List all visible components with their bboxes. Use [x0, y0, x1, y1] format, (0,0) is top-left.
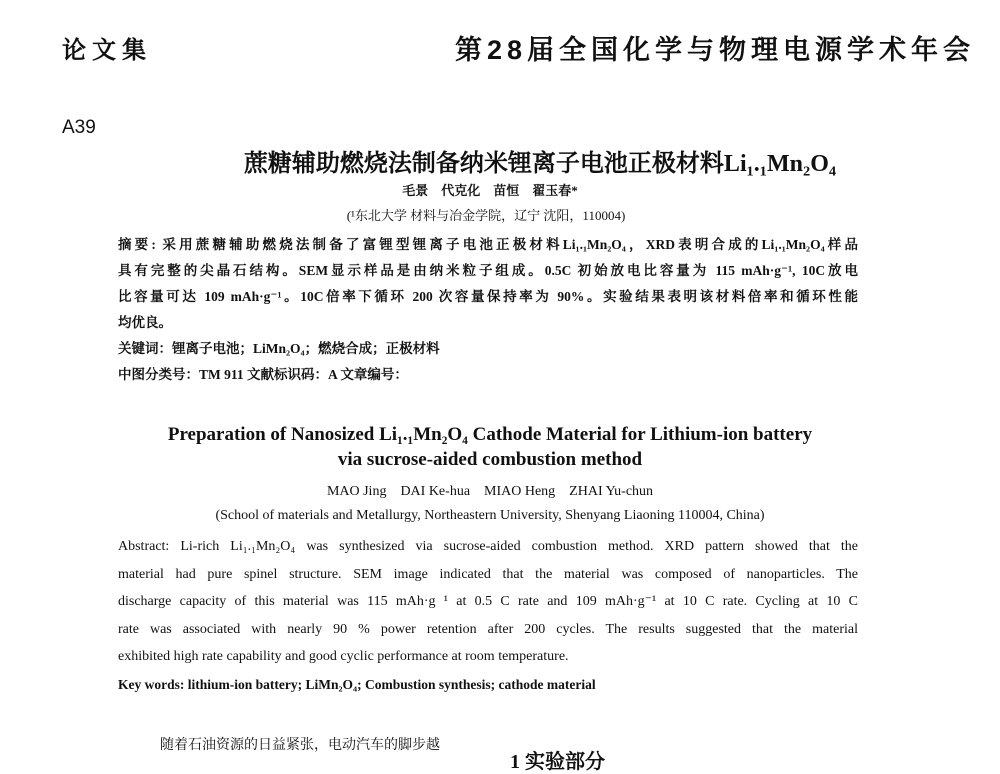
abstract-line: 均优良。 — [118, 315, 172, 330]
section-heading: 1 实验部分 — [510, 751, 605, 773]
abstract-line: material had pure spinel structure. SEM image indicated that the material was composed of nanoparticles. The — [118, 566, 858, 582]
chinese-authors: 毛景 代克化 苗恒 翟玉春* — [402, 183, 578, 198]
abstract-line: rate was associated with nearly 90 % power retention after 200 cycles. The results suggested that the material — [118, 621, 858, 637]
abstract-line: 具有完整的尖晶石结构。SEM显示样品是由纳米粒子组成。0.5C 初始放电比容量为 115 mAh·g⁻¹, 10C放电 — [118, 263, 858, 278]
english-title-line: Preparation of Nanosized Li₁.₁Mn₂O₄ Cathode Material for Lithium-ion battery — [167, 424, 813, 445]
body-text: 随着石油资源的日益紧张，电动汽车的脚步越 — [160, 738, 440, 753]
running-header-left: 论文集 — [62, 38, 152, 64]
chinese-classification: 中图分类号：TM 911 文献标识码：A 文章编号： — [118, 367, 408, 382]
abstract-line: 比容量可达 109 mAh·g⁻¹。10C倍率下循环 200 次容量保持率为 90%。实验结果表明该材料倍率和循环性能 — [118, 289, 858, 304]
running-header-right: 第28届全国化学与物理电源学术年会 — [455, 35, 976, 65]
abstract-line: exhibited high rate capability and good cyclic performance at room temperature. — [118, 649, 569, 664]
abstract-line: 摘要: 采用蔗糖辅助燃烧法制备了富锂型锂离子电池正极材料Li₁.₁Mn₂O₄，XRD表明合成的Li₁.₁Mn₂O₄样品 — [118, 237, 858, 252]
chinese-abstract — [118, 232, 858, 388]
chinese-keywords: 关键词：锂离子电池；LiMn₂O₄；燃烧合成；正极材料 — [118, 341, 440, 356]
chinese-title: 蔗糖辅助燃烧法制备纳米锂离子电池正极材料Li₁.₁Mn₂O₄ — [243, 151, 837, 177]
article-code: A39 — [62, 117, 96, 138]
english-authors: MAO Jing DAI Ke-hua MIAO Heng ZHAI Yu-chun — [326, 484, 654, 499]
english-title-line: via sucrose-aided combustion method — [337, 449, 643, 470]
english-title — [0, 422, 990, 472]
english-keywords: Key words: lithium-ion battery; LiMn₂O₄; Combustion synthesis; cathode material — [118, 677, 596, 692]
abstract-line: discharge capacity of this material was 115 mAh·g ¹ at 0.5 C rate and 109 mAh·g⁻¹ at 10 C rate. Cycling at 10 C — [118, 594, 858, 609]
chinese-affiliation: (¹东北大学 材料与冶金学院，辽宁 沈阳，110004) — [346, 208, 626, 223]
english-abstract — [118, 533, 858, 671]
english-affiliation: (School of materials and Metallurgy, Northeastern University, Shenyang Liaoning 110004, China) — [215, 508, 765, 523]
abstract-line: Abstract: Li-rich Li₁.₁Mn₂O₄ was synthesized via sucrose-aided combustion method. XRD pattern showed that the — [118, 539, 858, 554]
